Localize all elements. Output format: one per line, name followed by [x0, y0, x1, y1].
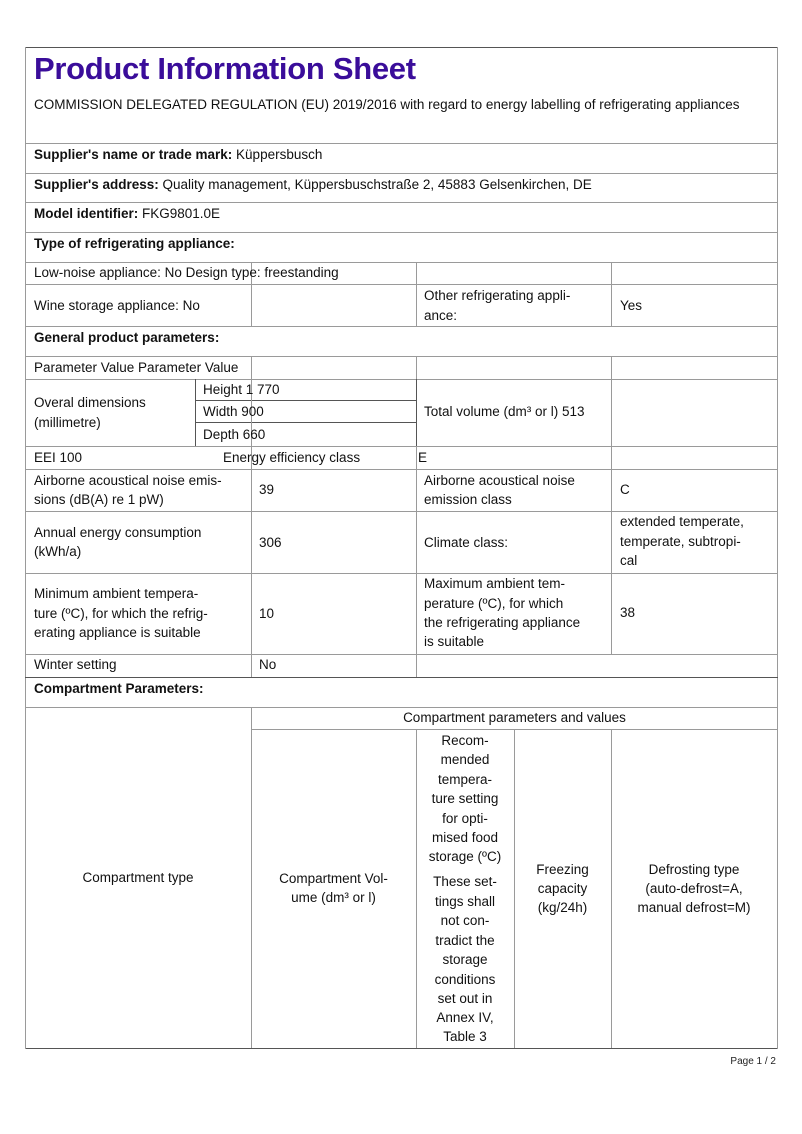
climate-class-value-2: temperate, subtropi-	[620, 534, 741, 549]
table-border-right	[777, 47, 778, 1049]
row-divider	[25, 173, 778, 174]
wine-storage-text: Wine storage appliance: No	[34, 298, 200, 313]
col-divider	[416, 379, 417, 446]
noise-value: 39	[259, 482, 275, 497]
col-freezing-line: (kg/24h)	[537, 900, 588, 915]
row-divider	[25, 677, 778, 678]
col-temp-note-line: tradict the	[435, 933, 495, 948]
supplier-address-value: Quality management, Küppersbuschstraße 2, 45883 Gelsenkirchen, DE	[162, 177, 592, 192]
col-divider	[251, 284, 252, 326]
col-defrost-line: Defrosting type	[648, 862, 740, 877]
max-temp-label-4: is suitable	[424, 634, 485, 649]
col-compartment-type: Compartment type	[82, 870, 194, 885]
col-temp-note-line: storage	[442, 952, 488, 967]
col-temp-line: Recom-	[441, 733, 489, 748]
total-volume: Total volume (dm³ or l) 513	[424, 404, 585, 419]
col-divider	[611, 284, 612, 326]
col-temp-note-line: Annex IV,	[436, 1010, 494, 1025]
row-divider	[195, 400, 416, 401]
climate-class-value-3: cal	[620, 553, 638, 568]
height-value: Height 1 770	[203, 382, 280, 397]
col-divider	[416, 654, 417, 677]
row-divider	[25, 469, 778, 470]
depth-value: Depth 660	[203, 427, 266, 442]
regulation-text: COMMISSION DELEGATED REGULATION (EU) 2019/2016 with regard to energy labelling of refrigerating appliances	[34, 97, 740, 112]
table-border-bottom	[25, 1048, 778, 1049]
compartment-group-header: Compartment parameters and values	[403, 710, 626, 725]
max-temp-label-1: Maximum ambient tem-	[424, 576, 566, 591]
col-divider	[611, 356, 612, 379]
col-temp-note-line: conditions	[434, 972, 496, 987]
noise-label-1: Airborne acoustical noise emis-	[34, 473, 222, 488]
col-divider	[611, 262, 612, 284]
min-temp-label-3: erating appliance is suitable	[34, 625, 201, 640]
col-temp-line: storage (ºC)	[428, 849, 502, 864]
row-divider	[25, 379, 778, 380]
col-divider	[416, 356, 417, 379]
supplier-name-row	[34, 145, 322, 165]
winter-setting-label: Winter setting	[34, 657, 117, 672]
col-temp-line: mended	[440, 752, 490, 767]
col-defrost-line: manual defrost=M)	[637, 900, 751, 915]
model-value: FKG9801.0E	[142, 206, 221, 221]
col-defrost-line: (auto-defrost=A,	[645, 881, 743, 896]
min-temp-value: 10	[259, 606, 275, 621]
min-temp-label-2: ture (ºC), for which the refrig-	[34, 606, 208, 621]
eei-value: EEI 100	[34, 450, 83, 465]
supplier-name-label: Supplier's name or trade mark:	[34, 147, 233, 162]
col-divider	[251, 356, 252, 379]
col-temp-line: ture setting	[431, 791, 499, 806]
col-divider	[611, 446, 612, 469]
col-temp-line: for opti-	[442, 811, 488, 826]
col-temp-note-line: tings shall	[434, 894, 496, 909]
col-temp-note-line: These set-	[433, 874, 497, 889]
low-noise-text: Low-noise appliance: No Design type: freestanding	[34, 265, 339, 280]
model-label: Model identifier:	[34, 206, 139, 221]
col-freezing-line: capacity	[537, 881, 588, 896]
col-divider	[251, 654, 252, 677]
compartment-heading: Compartment Parameters:	[34, 681, 204, 696]
energy-class-value: E	[418, 450, 428, 465]
width-value: Width 900	[203, 404, 264, 419]
climate-class-value-1: extended temperate,	[620, 514, 744, 529]
supplier-address-row	[34, 175, 592, 195]
row-divider	[25, 654, 778, 655]
col-divider	[416, 469, 417, 654]
page-title: Product Information Sheet	[34, 51, 416, 86]
annual-energy-label-2: (kWh/a)	[34, 544, 82, 559]
other-appliance-label-2: ance:	[424, 308, 458, 323]
table-border-top	[25, 47, 778, 48]
col-volume-1: Compartment Vol-	[279, 871, 388, 886]
page-number: Page 1 / 2	[730, 1056, 776, 1067]
dimensions-label-2: (millimetre)	[34, 415, 101, 430]
noise-label-2: sions (dB(A) re 1 pW)	[34, 492, 164, 507]
col-divider	[611, 379, 612, 446]
supplier-address-label: Supplier's address:	[34, 177, 159, 192]
col-divider	[416, 446, 417, 469]
appliance-type-heading: Type of refrigerating appliance:	[34, 236, 235, 251]
col-divider	[611, 469, 612, 654]
max-temp-value: 38	[620, 605, 636, 620]
row-divider	[25, 143, 778, 144]
supplier-name-value: Küppersbusch	[236, 147, 323, 162]
table-border-left	[25, 47, 26, 1049]
row-divider	[25, 284, 778, 285]
other-appliance-value: Yes	[620, 298, 643, 313]
other-appliance-label-1: Other refrigerating appli-	[424, 288, 571, 303]
col-temp-note-line: Table 3	[443, 1029, 487, 1044]
col-divider	[416, 284, 417, 326]
noise-class-label-2: emission class	[424, 492, 512, 507]
col-temp-note-line: set out in	[437, 991, 493, 1006]
col-temp-note-line: not con-	[440, 913, 490, 928]
winter-setting-value: No	[259, 657, 277, 672]
energy-class-label: Energy efficiency class	[223, 450, 361, 465]
climate-class-label: Climate class:	[424, 535, 509, 550]
col-temp-line: mised food	[431, 830, 499, 845]
col-temp-line: tempera-	[437, 772, 493, 787]
dimensions-label-1: Overal dimensions	[34, 395, 146, 410]
col-divider	[195, 379, 196, 446]
col-volume-2: ume (dm³ or l)	[291, 890, 376, 905]
row-divider	[25, 356, 778, 357]
col-divider	[251, 469, 252, 654]
row-divider	[25, 202, 778, 203]
param-header-row: Parameter Value Parameter Value	[34, 360, 239, 375]
general-heading: General product parameters:	[34, 330, 220, 345]
model-row	[34, 204, 220, 224]
row-divider	[195, 422, 416, 423]
col-divider	[416, 262, 417, 284]
col-freezing-line: Freezing	[536, 862, 589, 877]
row-divider	[25, 573, 778, 574]
max-temp-label-2: perature (ºC), for which	[424, 596, 564, 611]
max-temp-label-3: the refrigerating appliance	[424, 615, 581, 630]
min-temp-label-1: Minimum ambient tempera-	[34, 586, 199, 601]
row-divider	[25, 326, 778, 327]
annual-energy-value: 306	[259, 535, 282, 550]
row-divider	[25, 232, 778, 233]
noise-class-label-1: Airborne acoustical noise	[424, 473, 575, 488]
annual-energy-label-1: Annual energy consumption	[34, 525, 202, 540]
row-divider	[25, 446, 778, 447]
noise-class-value: C	[620, 482, 630, 497]
